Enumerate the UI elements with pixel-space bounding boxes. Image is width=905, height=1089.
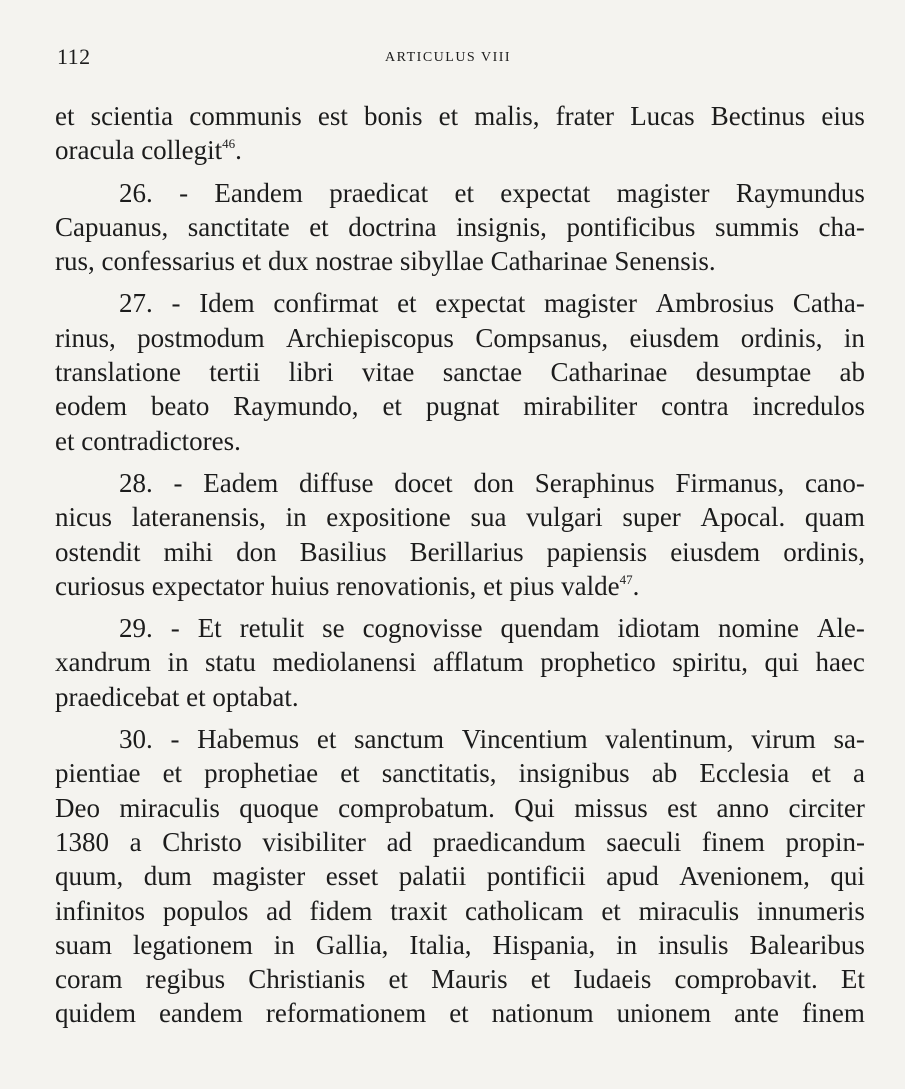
- word: quidem: [55, 998, 136, 1029]
- word: Apocal.: [700, 502, 786, 533]
- word: Compsanus,: [475, 322, 609, 353]
- text-line: [55, 756, 865, 790]
- word: et: [397, 288, 417, 319]
- text-line: [55, 286, 865, 320]
- word: Capuanus,: [55, 211, 169, 242]
- word: comprobatum.: [338, 792, 495, 823]
- text-line: [55, 535, 865, 569]
- word: postmodum: [137, 322, 265, 353]
- text-line: [55, 722, 865, 756]
- word: sanctum: [354, 724, 445, 755]
- page-header: [57, 44, 865, 72]
- word: et: [811, 758, 831, 789]
- word: unionem: [616, 998, 712, 1029]
- word: 28.: [119, 467, 153, 498]
- word: haec: [815, 647, 865, 678]
- word: est: [667, 792, 698, 823]
- word: lateranensis,: [131, 502, 266, 533]
- word: Lucas: [630, 101, 695, 131]
- word: sanctitatis,: [381, 758, 497, 789]
- text-line: [55, 133, 865, 167]
- word: traxit: [390, 895, 448, 926]
- word: ante: [734, 998, 779, 1029]
- word: pontificii: [486, 861, 586, 892]
- word: et: [438, 101, 459, 131]
- word: prophetico: [540, 647, 656, 678]
- word: expositione: [326, 502, 451, 533]
- word: populos: [162, 895, 249, 926]
- word: pugnat: [425, 391, 500, 422]
- word: sa-: [833, 724, 865, 755]
- word: Ambrosius: [655, 288, 775, 319]
- word: eiusdem: [629, 322, 720, 353]
- word: catholicam: [465, 895, 584, 926]
- word: eandem: [158, 998, 243, 1029]
- word: finem: [701, 826, 765, 857]
- text-line: [55, 466, 865, 500]
- word: Catha-: [792, 288, 865, 319]
- word: mihi: [163, 536, 214, 567]
- word: malis,: [474, 101, 540, 131]
- word: xandrum: [55, 647, 151, 678]
- word: eiusdem: [670, 536, 761, 567]
- word: et: [162, 758, 183, 789]
- word: Avenionem,: [679, 861, 810, 892]
- word: quoque: [239, 792, 319, 823]
- word: qui: [764, 647, 799, 678]
- word: ad: [386, 826, 413, 857]
- word: summis: [714, 211, 799, 242]
- text-line: [55, 962, 865, 996]
- line-period: .: [632, 570, 640, 601]
- word: Hispania,: [492, 929, 596, 960]
- word: ordinis,: [740, 322, 823, 353]
- word: quum,: [55, 861, 124, 892]
- word: cha-: [818, 211, 865, 242]
- word: esset: [325, 861, 379, 892]
- word: et: [530, 964, 551, 995]
- word: 27.: [119, 288, 153, 319]
- word: circiter: [788, 792, 865, 823]
- word: et: [55, 101, 75, 131]
- word: Deo: [55, 792, 100, 823]
- word: Eandem: [214, 177, 303, 208]
- word: Ale-: [816, 613, 865, 644]
- word: Berillarius: [409, 536, 524, 567]
- word: innumeris: [756, 895, 865, 926]
- word: ostendit: [55, 536, 141, 567]
- word: -: [170, 724, 180, 755]
- word: afflatum: [432, 647, 524, 678]
- word: reformationem: [265, 998, 427, 1029]
- word: et: [309, 211, 329, 242]
- word: insignis,: [456, 211, 547, 242]
- word: Christo: [162, 826, 242, 857]
- word: vulgari: [526, 502, 603, 533]
- word: papiensis: [546, 536, 648, 567]
- text-line: [55, 996, 865, 1030]
- word: valentinum,: [605, 724, 734, 755]
- word: regibus: [145, 964, 226, 995]
- word: vitae: [361, 357, 415, 388]
- word: nationum: [491, 998, 594, 1029]
- word: statu: [204, 647, 256, 678]
- word: insulis: [658, 929, 729, 960]
- word: Eadem: [203, 467, 279, 498]
- word: infinitos: [55, 895, 146, 926]
- text-line-content: curiosus expectator huius renovationis, et pius valde: [55, 570, 620, 601]
- word: miraculis: [638, 895, 740, 926]
- word: pientiae: [55, 758, 141, 789]
- word: mediolanensi: [272, 647, 417, 678]
- word: fidem: [309, 895, 373, 926]
- text-line: [55, 825, 865, 859]
- word: communis: [189, 101, 302, 131]
- word: desumptae: [695, 357, 812, 388]
- word: Qui: [514, 792, 555, 823]
- word: a: [852, 758, 865, 789]
- word: dum: [143, 861, 192, 892]
- word: -: [171, 288, 181, 319]
- word: spiritu,: [672, 647, 748, 678]
- word: 1380: [55, 826, 109, 857]
- text-line: [55, 645, 865, 679]
- word: qui: [830, 861, 865, 892]
- word: Idem: [199, 288, 255, 319]
- word: 30.: [119, 724, 153, 755]
- word: diffuse: [298, 467, 374, 498]
- word: quendam: [500, 613, 600, 644]
- word: Habemus: [197, 724, 300, 755]
- text-line: et contradictores.: [55, 425, 241, 456]
- word: legationem: [132, 929, 253, 960]
- word: Vincentium: [461, 724, 588, 755]
- text-line: [55, 355, 865, 389]
- word: super: [622, 502, 681, 533]
- word: virum: [751, 724, 816, 755]
- text-line: [55, 928, 865, 962]
- word: Bectinus: [710, 101, 806, 131]
- word: doctrina: [348, 211, 437, 242]
- word: beato: [150, 391, 210, 422]
- word: pontificibus: [566, 211, 696, 242]
- footnote-ref-47: 47: [619, 571, 633, 587]
- word: miraculis: [119, 792, 220, 823]
- word: visibiliter: [262, 826, 366, 857]
- footnote-ref-46: 46: [222, 136, 236, 152]
- word: comprobavit.: [674, 964, 818, 995]
- body-text: [55, 99, 865, 1031]
- word: tertii: [209, 357, 261, 388]
- word: Et: [197, 613, 222, 644]
- word: frater: [555, 101, 615, 131]
- word: translatione: [55, 357, 181, 388]
- text-line: [55, 389, 865, 423]
- word: in: [285, 502, 307, 533]
- word: praedicat: [329, 177, 429, 208]
- word: Seraphinus: [534, 467, 655, 498]
- word: don: [236, 536, 277, 567]
- text-line: [55, 791, 865, 825]
- word: Ecclesia: [699, 758, 790, 789]
- word: incredulos: [752, 391, 865, 422]
- text-line: [55, 569, 865, 603]
- text-line: rus, confessarius et dux nostrae sibyllae Catharinae Senensis.: [55, 246, 716, 277]
- word: et: [388, 964, 408, 995]
- word: bonis: [363, 101, 423, 131]
- word: eius: [821, 101, 865, 131]
- word: propin-: [785, 826, 865, 857]
- word: coram: [55, 964, 123, 995]
- word: eodem: [55, 391, 127, 422]
- word: et: [601, 895, 621, 926]
- word: Raymundo,: [233, 391, 359, 422]
- word: et: [454, 177, 474, 208]
- word: et: [316, 724, 337, 755]
- word: retulit: [239, 613, 305, 644]
- word: sua: [470, 502, 507, 533]
- word: suam: [55, 929, 112, 960]
- text-line: [55, 859, 865, 893]
- text-line: [55, 210, 865, 244]
- word: confirmat: [273, 288, 379, 319]
- word: expectat: [435, 288, 526, 319]
- word: finem: [801, 998, 865, 1029]
- word: Balearibus: [749, 929, 865, 960]
- word: nicus: [55, 502, 112, 533]
- word: contra: [661, 391, 729, 422]
- word: Firmanus,: [675, 467, 785, 498]
- running-head: ARTICULUS VIII: [385, 50, 512, 65]
- word: ab: [651, 758, 678, 789]
- word: a: [129, 826, 142, 857]
- word: mirabiliter: [523, 391, 638, 422]
- page-number: 112: [57, 44, 91, 69]
- word: rinus,: [55, 322, 116, 353]
- word: docet: [394, 467, 453, 498]
- word: et: [340, 758, 360, 789]
- word: Italia,: [409, 929, 472, 960]
- word: Christianis: [248, 964, 366, 995]
- word: 26.: [119, 177, 153, 208]
- word: magister: [616, 177, 710, 208]
- word: Basilius: [299, 536, 387, 567]
- text-line: [55, 176, 865, 210]
- word: don: [473, 467, 514, 498]
- word: et: [449, 998, 469, 1029]
- word: missus: [574, 792, 648, 823]
- word: 29.: [119, 613, 153, 644]
- word: Raymundus: [735, 177, 865, 208]
- text-line: [55, 611, 865, 645]
- line-period: .: [235, 135, 242, 166]
- word: palatii: [398, 861, 467, 892]
- word: Archiepiscopus: [285, 322, 454, 353]
- word: expectat: [500, 177, 591, 208]
- word: se: [322, 613, 345, 644]
- word: in: [843, 322, 865, 353]
- word: magister: [212, 861, 306, 892]
- text-line: [55, 99, 865, 133]
- word: Mauris: [431, 964, 508, 995]
- word: ab: [839, 357, 865, 388]
- word: et: [382, 391, 402, 422]
- word: ad: [266, 895, 292, 926]
- word: est: [317, 101, 348, 131]
- word: idiotam: [617, 613, 700, 644]
- word: -: [173, 467, 183, 498]
- word: anno: [716, 792, 770, 823]
- text-line: [55, 500, 865, 534]
- word: quam: [804, 502, 865, 533]
- word: Gallia,: [315, 929, 389, 960]
- word: magister: [543, 288, 637, 319]
- word: Et: [840, 964, 865, 995]
- word: prophetiae: [204, 758, 319, 789]
- word: scientia: [90, 101, 174, 131]
- text-line: praedicebat et optabat.: [55, 681, 299, 712]
- word: in: [273, 929, 295, 960]
- word: nomine: [717, 613, 799, 644]
- word: apud: [606, 861, 659, 892]
- word: praedicandum: [432, 826, 586, 857]
- text-line: [55, 321, 865, 355]
- word: Iudaeis: [573, 964, 652, 995]
- word: ordinis,: [783, 536, 865, 567]
- text-line-content: oracula collegit: [55, 135, 223, 166]
- word: libri: [288, 357, 334, 388]
- word: Catharinae: [550, 357, 668, 388]
- word: saeculi: [606, 826, 682, 857]
- word: in: [616, 929, 638, 960]
- word: -: [170, 613, 180, 644]
- word: -: [179, 177, 189, 208]
- text-line: [55, 894, 865, 928]
- word: insignibus: [518, 758, 630, 789]
- word: cano-: [804, 467, 865, 498]
- word: sanctitate: [187, 211, 290, 242]
- word: cognovisse: [362, 613, 483, 644]
- word: in: [167, 647, 189, 678]
- word: sanctae: [442, 357, 523, 388]
